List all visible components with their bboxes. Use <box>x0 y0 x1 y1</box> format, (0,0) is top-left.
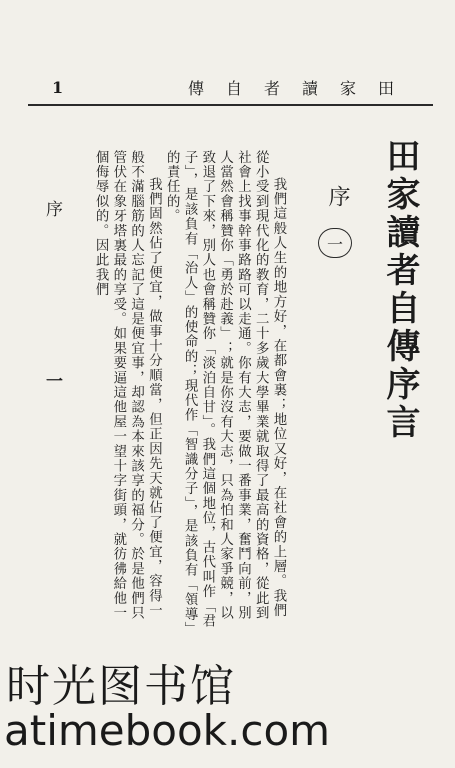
header-rule <box>28 104 433 106</box>
paragraph-1: 我們這般人生的地方好，在都會裏；地位又好，在社會的上層。我們從小受到現代化的教育，二十多歲大學畢業就取得了最高的資格，從此到社會上找事幹事路路可以走通。你有大志，要做一番事業，奮鬥向前，別人當然會稱贊你「勇於赴義」；就是你沒有大志，只為怕和人家爭競，以致退了下來，別人也會稱贊你「淡泊自甘」。我們這個地位，古代叫作「君子」，是該負有「治人」的使命的；現代作「智識分子」，是該負有「領導」的責任的。 <box>164 150 286 630</box>
page-title: 田家讀者自傳序言 <box>380 138 420 442</box>
section-label: 序 <box>325 185 350 207</box>
section-number-badge <box>318 228 352 258</box>
margin-section-label: 序 <box>42 200 62 217</box>
watermark-url: atimebook.com <box>4 706 331 755</box>
section-number: 一 <box>326 234 343 254</box>
paragraph-2: 我們固然佔了便宜，做事十分順當，但正因先天就佔了便宜，容得一般不滿腦筋的人忘記了這是便宜事，却認為本來該享的福分。於是他們只管伏在象牙塔裏最的享受。如果要逼這他屋一望十字街頭，就彷彿給他一個侮辱似的。因此我們 <box>93 150 162 621</box>
header-running-title: 傳自者讀家田 <box>188 79 417 98</box>
watermark-chinese: 时光图书馆 <box>6 661 236 712</box>
margin-page-label: 一 <box>42 372 62 389</box>
body-text <box>91 150 287 630</box>
header-page-number: 1 <box>52 78 64 97</box>
